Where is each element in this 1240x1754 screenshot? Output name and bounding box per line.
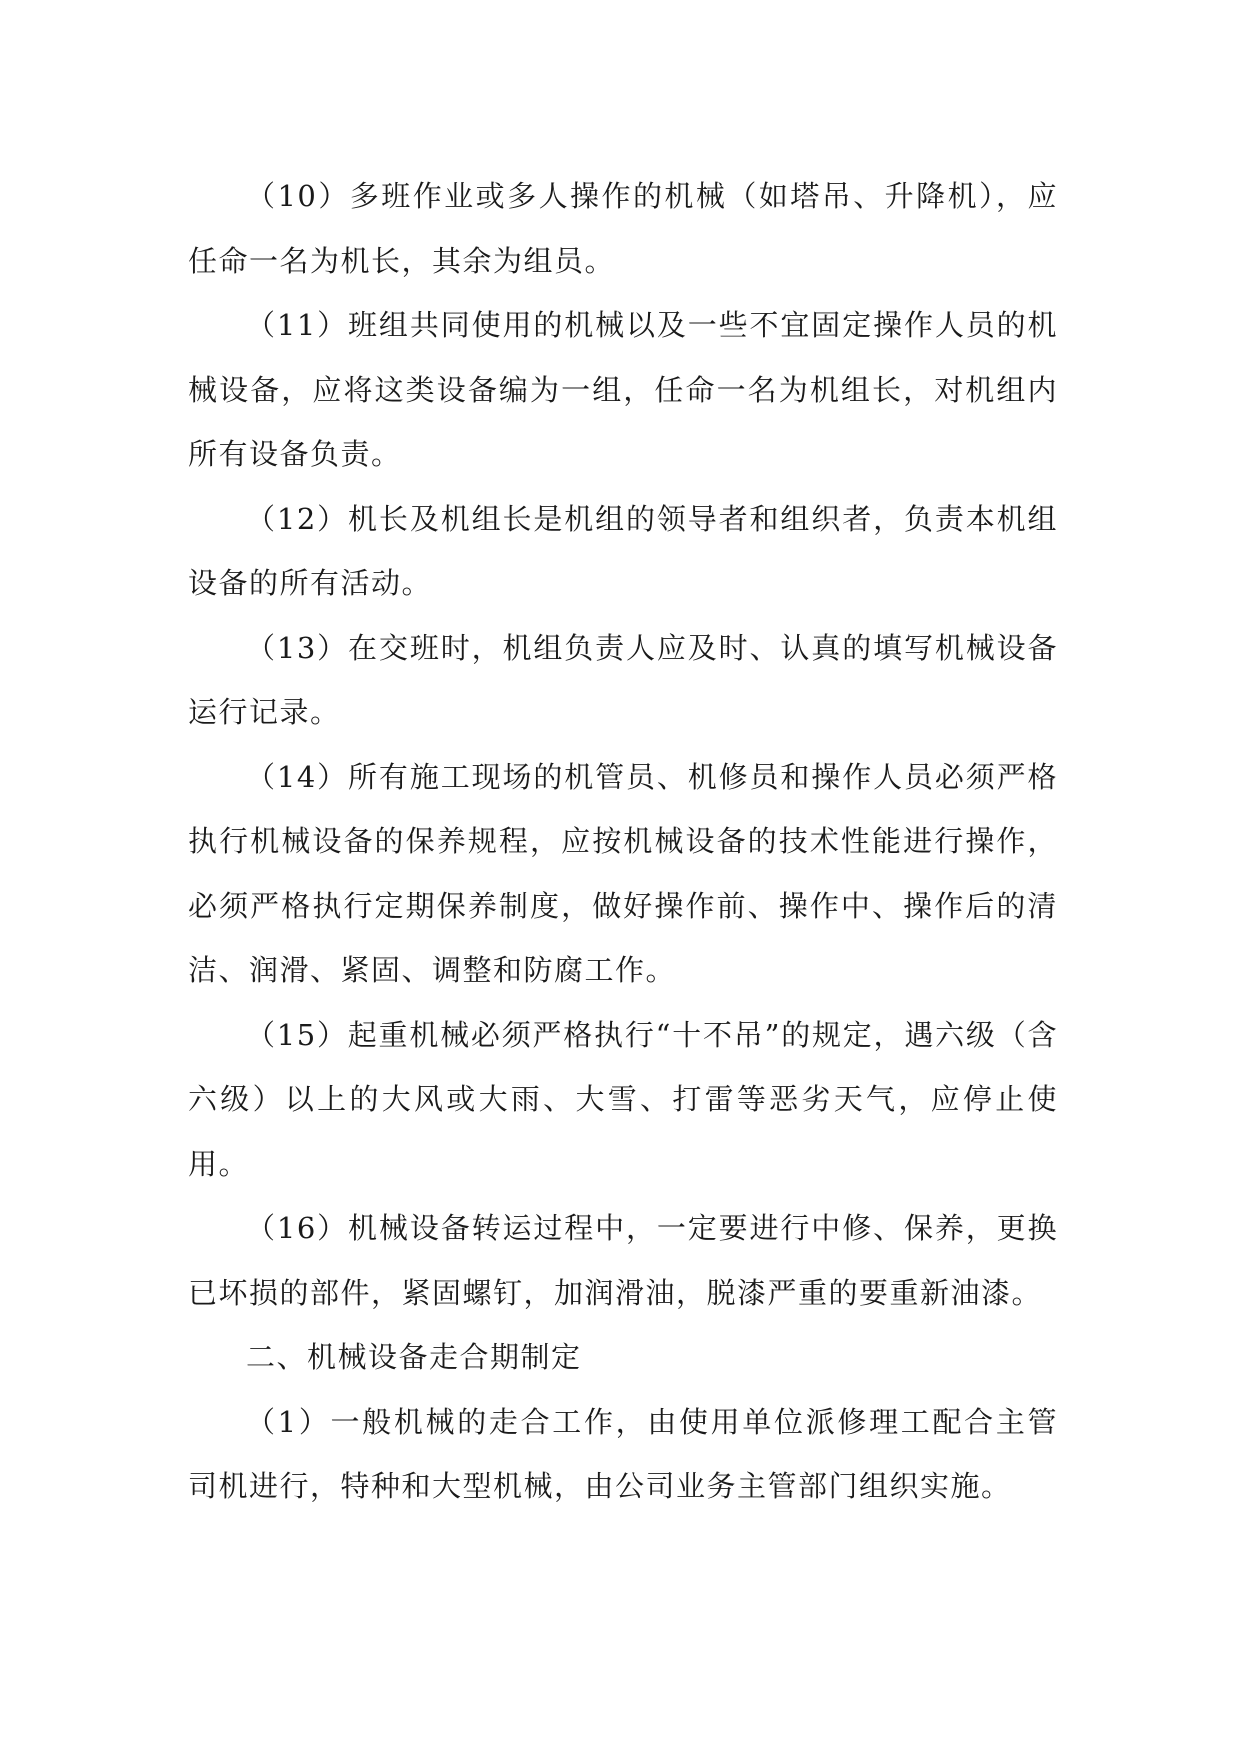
paragraph-16: （16）机械设备转运过程中，一定要进行中修、保养，更换已坏损的部件，紧固螺钉，加润滑油，脱漆严重的要重新油漆。: [188, 1211, 1058, 1310]
document-body: [188, 164, 1058, 1519]
paragraph-14: （14）所有施工现场的机管员、机修员和操作人员必须严格执行机械设备的保养规程，应按机械设备的技术性能进行操作，必须严格执行定期保养制度，做好操作前、操作中、操作后的清洁、润滑、紧固、调整和防腐工作。: [188, 759, 1058, 987]
paragraph-10: （10）多班作业或多人操作的机械（如塔吊、升降机），应任命一名为机长，其余为组员。: [188, 179, 1058, 278]
paragraph-12: （12）机长及机组长是机组的领导者和组织者，负责本机组设备的所有活动。: [188, 501, 1058, 600]
section-paragraph-1: （1）一般机械的走合工作，由使用单位派修理工配合主管司机进行，特种和大型机械，由公司业务主管部门组织实施。: [188, 1404, 1058, 1503]
paragraph-15: （15）起重机械必须严格执行“十不吊”的规定，遇六级（含六级）以上的大风或大雨、大雪、打雷等恶劣天气，应停止使用。: [188, 1017, 1058, 1181]
paragraph-13: （13）在交班时，机组负责人应及时、认真的填写机械设备运行记录。: [188, 630, 1058, 729]
section-heading: 二、机械设备走合期制定: [246, 1340, 582, 1374]
paragraph-11: （11）班组共同使用的机械以及一些不宜固定操作人员的机械设备，应将这类设备编为一组，任命一名为机组长，对机组内所有设备负责。: [188, 308, 1058, 471]
